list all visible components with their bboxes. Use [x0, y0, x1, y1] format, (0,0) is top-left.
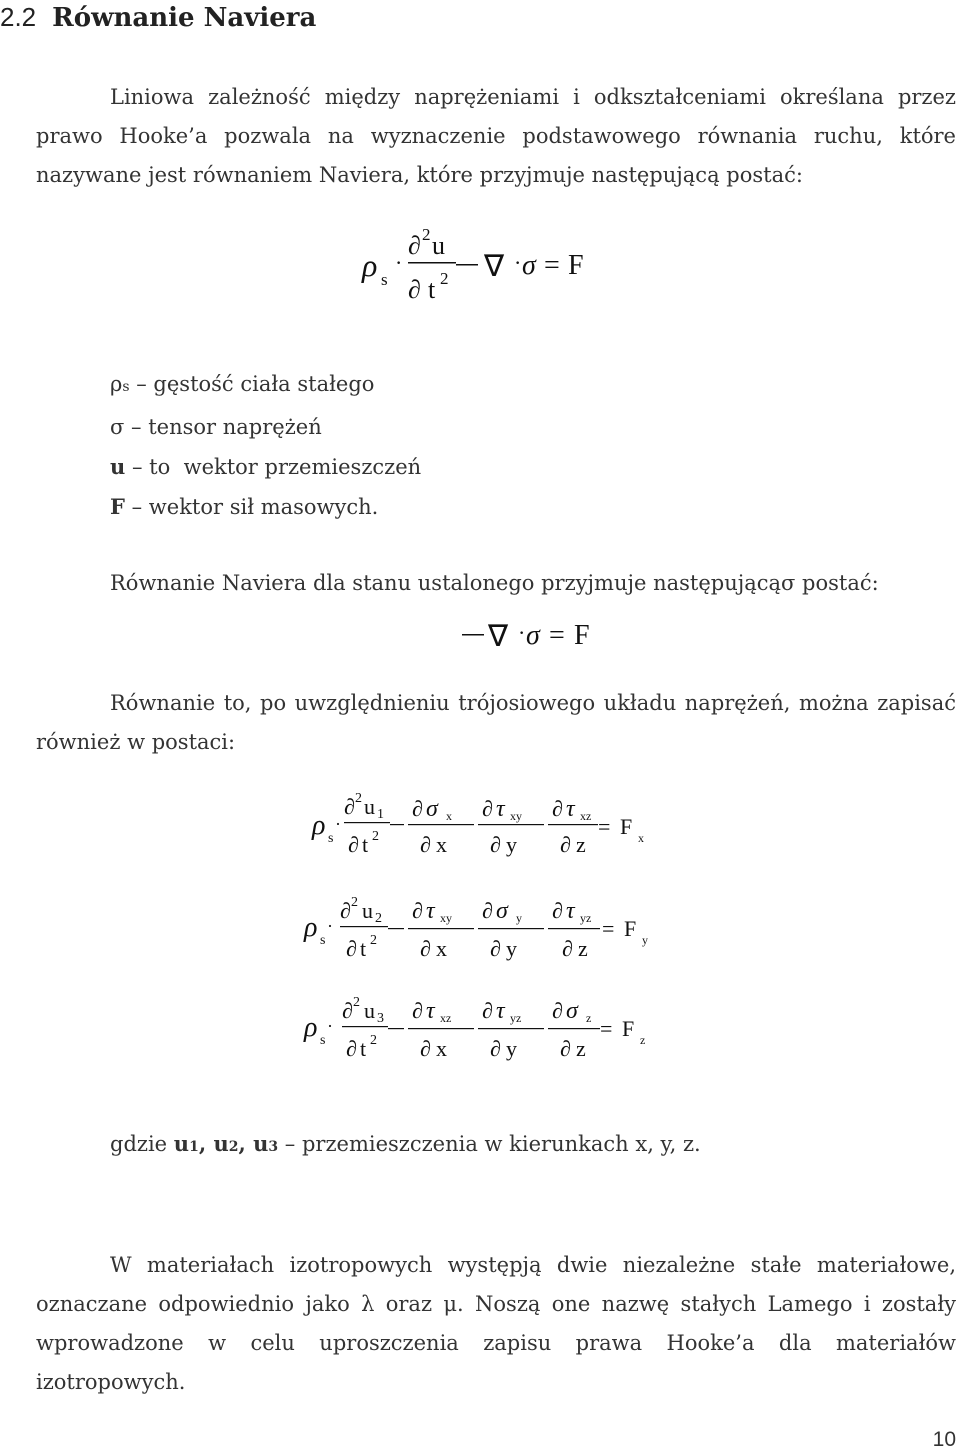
svg-text:z: z	[578, 936, 588, 961]
svg-text:∂: ∂	[490, 1036, 501, 1061]
svg-text:z: z	[586, 1011, 592, 1025]
svg-text:2: 2	[372, 829, 379, 844]
equation-y	[303, 895, 648, 961]
svg-text:s: s	[328, 831, 334, 846]
svg-text:τ: τ	[426, 998, 435, 1024]
svg-text:s: s	[320, 933, 326, 948]
svg-text:σ: σ	[496, 898, 508, 924]
svg-text:z: z	[576, 1036, 586, 1061]
fraction-bar	[408, 262, 456, 264]
svg-text:∂: ∂	[340, 898, 351, 923]
svg-text:xy: xy	[510, 809, 522, 823]
svg-text:·: ·	[514, 250, 522, 275]
svg-text:∂: ∂	[344, 794, 355, 819]
svg-text:ρ: ρ	[304, 912, 318, 943]
svg-text:∂: ∂	[346, 936, 357, 961]
svg-text:∂: ∂	[408, 275, 421, 304]
svg-text:u: u	[362, 898, 373, 923]
svg-text:1: 1	[377, 807, 384, 822]
svg-text:=: =	[600, 1016, 613, 1041]
svg-text:∂: ∂	[552, 796, 563, 821]
svg-text:y: y	[642, 933, 648, 947]
svg-text:x: x	[436, 832, 447, 857]
svg-text:=: =	[549, 620, 565, 651]
definition-sigma: σ – tensor naprężeń	[110, 415, 322, 439]
svg-text:∂: ∂	[412, 898, 423, 923]
page-number: 10	[932, 1428, 956, 1451]
svg-text:τ: τ	[496, 796, 505, 822]
svg-text:·: ·	[335, 814, 341, 834]
equation-x	[311, 791, 644, 857]
svg-text:y: y	[506, 936, 517, 961]
svg-text:s: s	[381, 270, 388, 289]
svg-text:t: t	[362, 832, 369, 857]
svg-text:∂: ∂	[420, 832, 431, 857]
svg-text:=: =	[602, 916, 615, 941]
svg-text:xz: xz	[440, 1011, 452, 1025]
svg-text:F: F	[624, 916, 637, 941]
svg-text:y: y	[506, 832, 517, 857]
svg-text:3: 3	[377, 1011, 384, 1026]
steady-state-equation	[462, 620, 590, 653]
triaxial-paragraph: Równanie to, po uwzględnieniu trójosiowego układu naprężeń, można zapisać również w postaci:	[36, 691, 956, 754]
svg-text:ρ: ρ	[312, 810, 326, 841]
svg-text:τ: τ	[566, 898, 575, 924]
svg-text:·: ·	[395, 250, 403, 275]
svg-text:·: ·	[518, 620, 526, 645]
svg-text:∂: ∂	[490, 832, 501, 857]
svg-text:ρ: ρ	[304, 1012, 318, 1043]
svg-text:u: u	[432, 231, 445, 260]
definition-u: u – to wektor przemieszczeń	[110, 454, 422, 479]
minus-sign	[456, 264, 478, 266]
svg-text:2: 2	[370, 933, 377, 948]
svg-text:σ: σ	[566, 998, 578, 1024]
intro-paragraph: Liniowa zależność między naprężeniami i odkształceniami określana przez prawo Hooke’a pozwala na wyznaczenie podstawowego równania ruchu, które nazywane jest równaniem Naviera, które przyjmuje następującą postać:	[36, 85, 956, 187]
svg-text:2: 2	[370, 1033, 377, 1048]
svg-text:=: =	[544, 250, 560, 281]
svg-text:σ: σ	[522, 250, 536, 281]
svg-text:∂: ∂	[482, 998, 493, 1023]
svg-text:∂: ∂	[552, 998, 563, 1023]
svg-text:∂: ∂	[562, 936, 573, 961]
definition-f: F – wektor sił masowych.	[110, 494, 379, 519]
svg-text:2: 2	[440, 269, 449, 288]
svg-text:∂: ∂	[420, 1036, 431, 1061]
svg-text:∂: ∂	[346, 1036, 357, 1061]
section-number: 2.2	[0, 2, 37, 32]
svg-text:σ: σ	[526, 620, 540, 651]
where-clause: gdzie u1, u2, u3 – przemieszczenia w kierunkach x, y, z.	[110, 1131, 701, 1156]
svg-text:∂: ∂	[490, 936, 501, 961]
svg-text:τ: τ	[426, 898, 435, 924]
lame-paragraph: W materiałach izotropowych występją dwie niezależne stałe materiałowe, oznaczane odpowiednio jako λ oraz μ. Noszą one nazwę stałych Lamego i zostały wprowadzone w celu uproszczenia zapisu prawa Hooke’a dla materiałów izotropowych.	[36, 1253, 956, 1394]
nabla-icon: ∇	[484, 250, 505, 283]
svg-text:z: z	[576, 832, 586, 857]
svg-text:u: u	[364, 794, 375, 819]
svg-text:2: 2	[422, 225, 431, 244]
svg-text:t: t	[360, 936, 367, 961]
navier-equation	[361, 225, 584, 304]
svg-text:z: z	[640, 1033, 646, 1047]
svg-text:∂: ∂	[412, 998, 423, 1023]
definitions-list	[110, 364, 421, 527]
svg-text:2: 2	[351, 895, 358, 910]
svg-text:F: F	[622, 1016, 635, 1041]
svg-text:∂: ∂	[412, 796, 423, 821]
svg-text:∂: ∂	[408, 231, 421, 260]
svg-text:=: =	[598, 814, 611, 839]
svg-text:∂: ∂	[342, 998, 353, 1023]
svg-text:∂: ∂	[420, 936, 431, 961]
svg-text:∂: ∂	[482, 796, 493, 821]
svg-text:x: x	[638, 831, 644, 845]
svg-text:xy: xy	[440, 911, 452, 925]
svg-text:yz: yz	[510, 1011, 522, 1025]
svg-text:s: s	[320, 1033, 326, 1048]
svg-text:2: 2	[353, 995, 360, 1010]
svg-text:x: x	[436, 936, 447, 961]
nabla-icon: ∇	[488, 620, 509, 653]
section-title: Równanie Naviera	[52, 3, 317, 33]
svg-text:∂: ∂	[482, 898, 493, 923]
svg-text:x: x	[446, 809, 452, 823]
svg-text:t: t	[360, 1036, 367, 1061]
svg-text:y: y	[506, 1036, 517, 1061]
svg-text:F: F	[574, 620, 590, 651]
svg-text:y: y	[516, 911, 522, 925]
steady-state-paragraph: Równanie Naviera dla stanu ustalonego przyjmuje następującąσ postać:	[110, 571, 879, 595]
svg-text:τ: τ	[566, 796, 575, 822]
svg-text:∂: ∂	[552, 898, 563, 923]
svg-text:F: F	[568, 250, 584, 281]
svg-text:2: 2	[375, 911, 382, 926]
minus-sign	[462, 634, 484, 636]
svg-text:∂: ∂	[560, 832, 571, 857]
equation-z	[303, 995, 645, 1061]
svg-text:∂: ∂	[348, 832, 359, 857]
svg-text:2: 2	[355, 791, 362, 806]
svg-text:F: F	[620, 814, 633, 839]
svg-text:t: t	[428, 275, 436, 304]
definition-rho: ρs – gęstość ciała stałego	[110, 372, 375, 396]
svg-text:·: ·	[327, 916, 333, 936]
svg-text:σ: σ	[426, 796, 438, 822]
eq-rho: ρ	[362, 247, 378, 283]
svg-text:u: u	[364, 998, 375, 1023]
svg-text:x: x	[436, 1036, 447, 1061]
svg-text:∂: ∂	[560, 1036, 571, 1061]
svg-text:yz: yz	[580, 911, 592, 925]
svg-text:·: ·	[327, 1016, 333, 1036]
svg-text:xz: xz	[580, 809, 592, 823]
svg-text:τ: τ	[496, 998, 505, 1024]
